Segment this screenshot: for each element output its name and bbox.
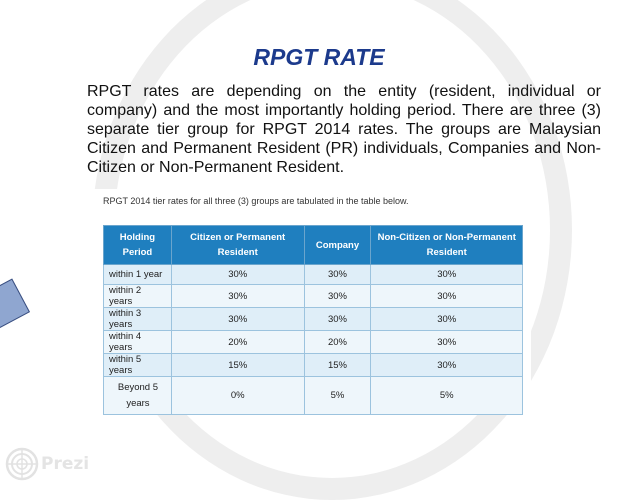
holding-period-cell: within 1 year (104, 265, 172, 285)
non-citizen-rate-cell: 5% (371, 377, 523, 415)
table-header-row (104, 226, 523, 265)
prezi-logo-text: Prezi (41, 454, 90, 474)
citizen-rate-cell: 0% (171, 377, 304, 415)
company-rate-cell: 30% (304, 308, 371, 331)
company-rate-cell: 20% (304, 331, 371, 354)
non-citizen-rate-cell: 30% (371, 285, 523, 308)
company-rate-cell: 5% (304, 377, 371, 415)
non-citizen-rate-cell: 30% (371, 265, 523, 285)
company-rate-cell: 30% (304, 265, 371, 285)
table-caption: RPGT 2014 tier rates for all three (3) groups are tabulated in the table below. (103, 196, 409, 206)
header-citizen-pr: Citizen or Permanent Resident (171, 226, 304, 265)
intro-paragraph: RPGT rates are depending on the entity (resident, individual or company) and the most importantly holding period. There are three (3) separate tier group for RPGT 2014 rates. The groups are Malaysian Citizen and Permanent Resident (PR) individuals, Companies and Non-Citizen or Non-Permanent Resident. (87, 83, 601, 176)
holding-period-cell: within 4 years (104, 331, 172, 354)
header-holding-period: Holding Period (104, 226, 172, 265)
slide-title: RPGT RATE (253, 44, 385, 70)
table-row (104, 377, 523, 415)
company-rate-cell: 30% (304, 285, 371, 308)
holding-period-cell: within 3 years (104, 308, 172, 331)
non-citizen-rate-cell: 30% (371, 331, 523, 354)
table-row (104, 265, 523, 285)
prezi-branding (5, 447, 89, 481)
citizen-rate-cell: 30% (171, 308, 304, 331)
citizen-rate-cell: 20% (171, 331, 304, 354)
citizen-rate-cell: 15% (171, 354, 304, 377)
company-rate-cell: 15% (304, 354, 371, 377)
holding-period-cell: within 2 years (104, 285, 172, 308)
holding-period-cell: within 5 years (104, 354, 172, 377)
offscreen-frame-shape (0, 278, 30, 335)
header-non-citizen: Non-Citizen or Non-Permanent Resident (371, 226, 523, 265)
holding-period-cell: Beyond 5 years (104, 377, 172, 415)
table-row (104, 354, 523, 377)
header-company: Company (304, 226, 371, 265)
citizen-rate-cell: 30% (171, 285, 304, 308)
table-row (104, 308, 523, 331)
table-row (104, 285, 523, 308)
non-citizen-rate-cell: 30% (371, 308, 523, 331)
prezi-logo-icon (5, 447, 39, 481)
citizen-rate-cell: 30% (171, 265, 304, 285)
table-row (104, 331, 523, 354)
rpgt-rates-table (103, 225, 523, 415)
non-citizen-rate-cell: 30% (371, 354, 523, 377)
